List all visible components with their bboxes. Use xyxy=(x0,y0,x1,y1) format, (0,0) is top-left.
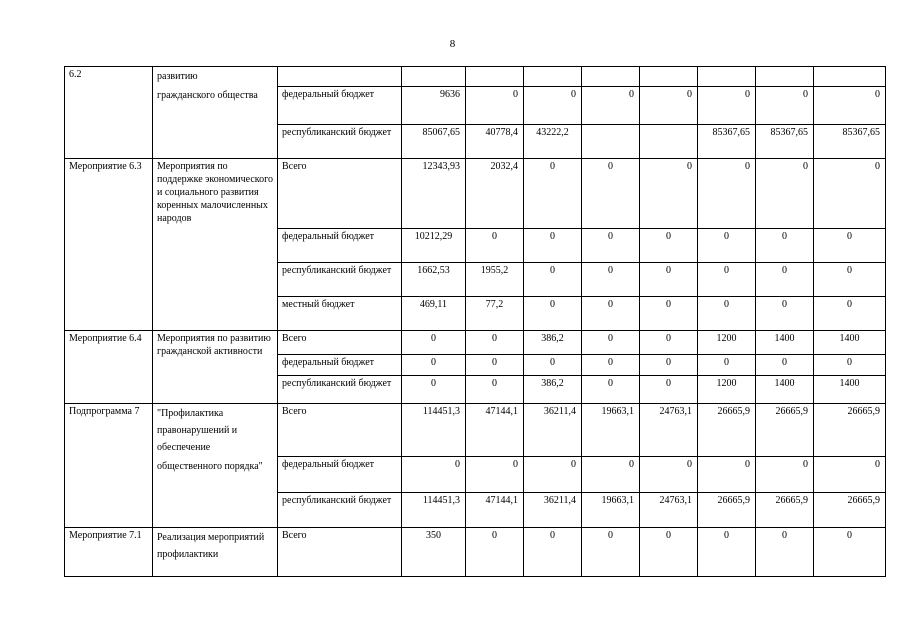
value-cell: 36211,4 xyxy=(524,403,582,457)
value-cell xyxy=(698,67,756,87)
value-cell: 0 xyxy=(466,457,524,493)
value-cell: 77,2 xyxy=(466,296,524,330)
value-cell: 0 xyxy=(640,158,698,228)
value-cell: 0 xyxy=(640,528,698,577)
value-cell: 114451,3 xyxy=(402,493,466,528)
value-cell: 0 xyxy=(524,228,582,262)
value-cell: 0 xyxy=(698,158,756,228)
value-cell xyxy=(582,124,640,158)
value-cell: 0 xyxy=(640,86,698,124)
value-cell xyxy=(524,67,582,87)
value-cell: 0 xyxy=(466,528,524,577)
value-cell: 0 xyxy=(402,354,466,375)
value-cell: 0 xyxy=(402,375,466,403)
value-cell: 0 xyxy=(582,457,640,493)
table-row xyxy=(65,403,886,457)
value-cell: 0 xyxy=(582,262,640,296)
value-cell: 24763,1 xyxy=(640,403,698,457)
value-cell: 0 xyxy=(640,330,698,354)
value-cell: 0 xyxy=(756,354,814,375)
value-cell: 0 xyxy=(582,86,640,124)
value-cell: 24763,1 xyxy=(640,493,698,528)
row-code: Мероприятие 7.1 xyxy=(65,528,153,577)
value-cell: 1400 xyxy=(756,375,814,403)
row-name: гражданского общества xyxy=(153,86,278,158)
value-cell: 0 xyxy=(756,296,814,330)
value-cell: 12343,93 xyxy=(402,158,466,228)
row-name: "Профилактика правонарушений и обеспечение xyxy=(153,403,278,457)
value-cell: 350 xyxy=(402,528,466,577)
value-cell: 0 xyxy=(582,354,640,375)
value-cell: 85367,65 xyxy=(814,124,886,158)
row-name: общественного порядка" xyxy=(153,457,278,528)
value-cell: 0 xyxy=(524,528,582,577)
funding-source: федеральный бюджет xyxy=(278,228,402,262)
value-cell xyxy=(756,67,814,87)
value-cell: 1400 xyxy=(814,375,886,403)
value-cell: 26665,9 xyxy=(756,493,814,528)
row-code: 6.2 xyxy=(65,67,153,159)
value-cell: 0 xyxy=(524,158,582,228)
value-cell: 0 xyxy=(814,262,886,296)
value-cell: 2032,4 xyxy=(466,158,524,228)
funding-source xyxy=(278,67,402,87)
funding-source: федеральный бюджет xyxy=(278,86,402,124)
value-cell: 0 xyxy=(814,228,886,262)
value-cell: 1200 xyxy=(698,330,756,354)
value-cell: 0 xyxy=(524,457,582,493)
budget-table xyxy=(64,66,886,577)
value-cell: 1400 xyxy=(756,330,814,354)
funding-source: республиканский бюджет xyxy=(278,124,402,158)
value-cell: 47144,1 xyxy=(466,493,524,528)
value-cell: 0 xyxy=(756,528,814,577)
funding-source: Всего xyxy=(278,528,402,577)
table-row xyxy=(65,67,886,87)
table-body xyxy=(65,67,886,577)
value-cell: 0 xyxy=(698,262,756,296)
value-cell: 0 xyxy=(466,228,524,262)
value-cell: 0 xyxy=(640,375,698,403)
value-cell: 0 xyxy=(756,262,814,296)
value-cell: 19663,1 xyxy=(582,493,640,528)
value-cell: 26665,9 xyxy=(814,493,886,528)
row-code: Подпрограмма 7 xyxy=(65,403,153,528)
funding-source: республиканский бюджет xyxy=(278,262,402,296)
value-cell: 386,2 xyxy=(524,375,582,403)
value-cell xyxy=(466,67,524,87)
value-cell: 0 xyxy=(814,354,886,375)
value-cell: 36211,4 xyxy=(524,493,582,528)
value-cell: 0 xyxy=(524,86,582,124)
value-cell: 0 xyxy=(814,296,886,330)
value-cell: 386,2 xyxy=(524,330,582,354)
value-cell: 1400 xyxy=(814,330,886,354)
value-cell: 469,11 xyxy=(402,296,466,330)
value-cell: 0 xyxy=(698,528,756,577)
value-cell: 85367,65 xyxy=(756,124,814,158)
value-cell: 0 xyxy=(402,330,466,354)
value-cell: 0 xyxy=(698,86,756,124)
value-cell: 0 xyxy=(582,228,640,262)
value-cell: 0 xyxy=(698,457,756,493)
table-row xyxy=(65,158,886,228)
row-name: Реализация мероприятий профилактики xyxy=(153,528,278,577)
value-cell: 26665,9 xyxy=(756,403,814,457)
funding-source: местный бюджет xyxy=(278,296,402,330)
value-cell xyxy=(640,124,698,158)
funding-source: Всего xyxy=(278,330,402,354)
value-cell: 0 xyxy=(756,86,814,124)
table-row xyxy=(65,330,886,354)
row-code: Мероприятие 6.4 xyxy=(65,330,153,403)
value-cell: 0 xyxy=(582,296,640,330)
row-code: Мероприятие 6.3 xyxy=(65,158,153,330)
value-cell: 0 xyxy=(640,296,698,330)
value-cell: 0 xyxy=(466,354,524,375)
value-cell xyxy=(582,67,640,87)
value-cell: 26665,9 xyxy=(698,403,756,457)
value-cell: 9636 xyxy=(402,86,466,124)
value-cell: 1955,2 xyxy=(466,262,524,296)
value-cell: 0 xyxy=(582,158,640,228)
value-cell: 0 xyxy=(582,375,640,403)
row-name: развитию xyxy=(153,67,278,87)
value-cell: 85067,65 xyxy=(402,124,466,158)
value-cell: 0 xyxy=(466,330,524,354)
value-cell: 19663,1 xyxy=(582,403,640,457)
value-cell: 0 xyxy=(466,86,524,124)
funding-source: республиканский бюджет xyxy=(278,493,402,528)
value-cell: 40778,4 xyxy=(466,124,524,158)
funding-source: федеральный бюджет xyxy=(278,457,402,493)
value-cell: 0 xyxy=(582,528,640,577)
value-cell: 0 xyxy=(756,228,814,262)
value-cell: 10212,29 xyxy=(402,228,466,262)
value-cell: 47144,1 xyxy=(466,403,524,457)
value-cell xyxy=(402,67,466,87)
value-cell: 0 xyxy=(640,457,698,493)
value-cell: 0 xyxy=(814,457,886,493)
table-row xyxy=(65,86,886,124)
value-cell: 0 xyxy=(814,86,886,124)
funding-source: Всего xyxy=(278,403,402,457)
table-row xyxy=(65,528,886,577)
value-cell: 0 xyxy=(640,354,698,375)
row-name: Мероприятия по развитию гражданской активности xyxy=(153,330,278,403)
value-cell: 0 xyxy=(814,528,886,577)
value-cell: 1662,53 xyxy=(402,262,466,296)
value-cell: 0 xyxy=(698,354,756,375)
funding-source: федеральный бюджет xyxy=(278,354,402,375)
page-number: 8 xyxy=(449,38,456,50)
value-cell: 0 xyxy=(466,375,524,403)
value-cell: 0 xyxy=(402,457,466,493)
value-cell: 26665,9 xyxy=(698,493,756,528)
row-name: Мероприятия по поддержке экономического и социального развития коренных малочисленных народов xyxy=(153,158,278,330)
value-cell: 0 xyxy=(756,457,814,493)
value-cell: 0 xyxy=(524,354,582,375)
value-cell: 26665,9 xyxy=(814,403,886,457)
value-cell: 114451,3 xyxy=(402,403,466,457)
value-cell: 85367,65 xyxy=(698,124,756,158)
value-cell: 0 xyxy=(640,262,698,296)
value-cell xyxy=(640,67,698,87)
value-cell: 0 xyxy=(814,158,886,228)
value-cell: 0 xyxy=(698,296,756,330)
table-row xyxy=(65,457,886,493)
value-cell: 0 xyxy=(582,330,640,354)
funding-source: Всего xyxy=(278,158,402,228)
funding-source: республиканский бюджет xyxy=(278,375,402,403)
value-cell: 0 xyxy=(698,228,756,262)
value-cell: 1200 xyxy=(698,375,756,403)
value-cell: 0 xyxy=(524,262,582,296)
value-cell: 0 xyxy=(640,228,698,262)
value-cell: 43222,2 xyxy=(524,124,582,158)
value-cell xyxy=(814,67,886,87)
value-cell: 0 xyxy=(756,158,814,228)
value-cell: 0 xyxy=(524,296,582,330)
